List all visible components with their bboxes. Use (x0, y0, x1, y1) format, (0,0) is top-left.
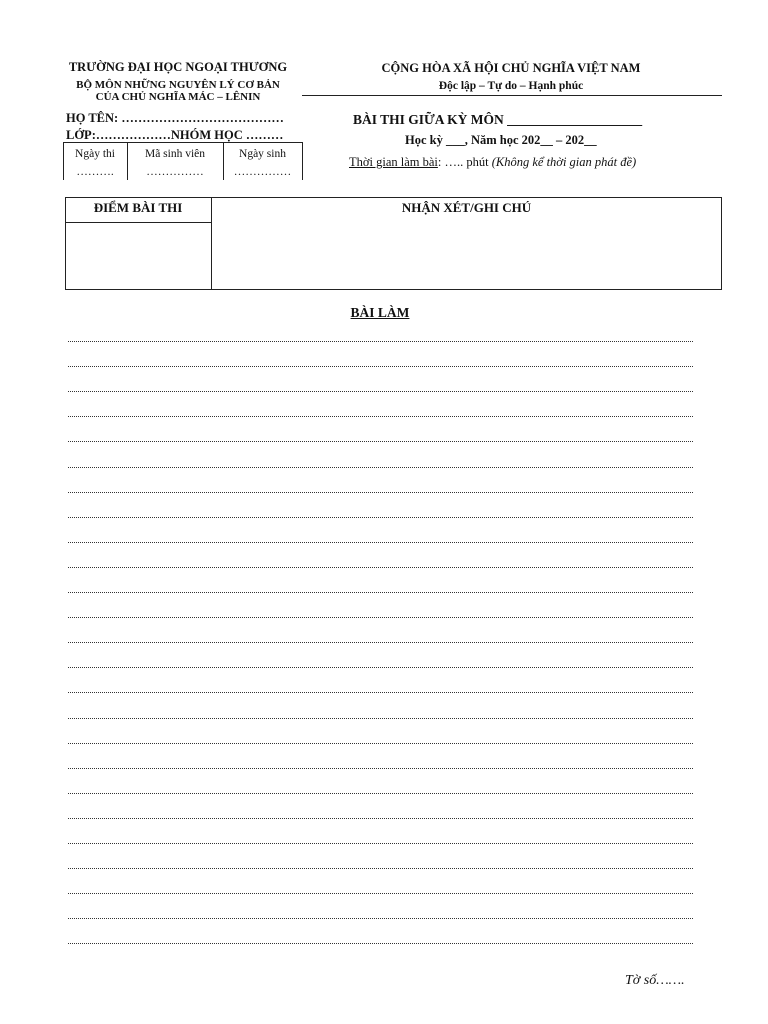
answer-line[interactable] (68, 667, 693, 668)
answer-line[interactable] (68, 391, 693, 392)
exam-title[interactable]: BÀI THI GIỮA KỲ MÔN ____________________ (353, 112, 643, 127)
university-name: TRƯỜNG ĐẠI HỌC NGOẠI THƯƠNG (68, 60, 288, 74)
time-value: : ….. phút (437, 155, 492, 169)
class-group-field[interactable]: LỚP:………………NHÓM HỌC ……… (66, 128, 284, 142)
answer-line[interactable] (68, 592, 693, 593)
answer-line[interactable] (68, 918, 693, 919)
answer-line[interactable] (68, 366, 693, 367)
answer-line[interactable] (68, 341, 693, 342)
department-line-1: BỘ MÔN NHỮNG NGUYÊN LÝ CƠ BẢN (76, 79, 280, 91)
exam-time-line[interactable] (349, 155, 636, 170)
time-label: Thời gian làm bài (349, 155, 438, 169)
col-exam-date: Ngày thi (75, 148, 115, 160)
comment-input-area[interactable] (212, 218, 721, 289)
semester-line[interactable]: Học kỳ ___, Năm học 202__ – 202__ (405, 133, 597, 147)
answer-line[interactable] (68, 818, 693, 819)
answer-title: BÀI LÀM (350, 305, 410, 320)
answer-line[interactable] (68, 793, 693, 794)
department-line-2: CỦA CHỦ NGHĨA MÁC – LÊNIN (95, 91, 261, 103)
answer-line[interactable] (68, 743, 693, 744)
answer-line[interactable] (68, 893, 693, 894)
comment-label: NHẬN XÉT/GHI CHÚ (401, 200, 532, 215)
answer-line[interactable] (68, 467, 693, 468)
score-input-area[interactable] (66, 223, 210, 289)
answer-line[interactable] (68, 441, 693, 442)
answer-line[interactable] (68, 843, 693, 844)
answer-line[interactable] (68, 492, 693, 493)
name-field[interactable]: HỌ TÊN: ………………………………… (66, 111, 284, 125)
motto-rule (302, 95, 722, 96)
score-label: ĐIỂM BÀI THI (93, 200, 183, 215)
answer-line[interactable] (68, 868, 693, 869)
time-note: (Không kể thời gian phát đề) (491, 155, 637, 169)
national-motto: Độc lập – Tự do – Hạnh phúc (438, 80, 584, 92)
answer-line[interactable] (68, 567, 693, 568)
answer-line[interactable] (68, 416, 693, 417)
exam-date-value[interactable]: ………. (76, 166, 114, 178)
answer-line[interactable] (68, 517, 693, 518)
birth-date-value[interactable]: …………… (233, 166, 292, 178)
answer-line[interactable] (68, 642, 693, 643)
answer-line[interactable] (68, 943, 693, 944)
col-birth-date: Ngày sinh (239, 148, 286, 160)
country-name: CỘNG HÒA XÃ HỘI CHỦ NGHĨA VIỆT NAM (381, 61, 641, 75)
answer-line[interactable] (68, 692, 693, 693)
sheet-number: Tờ số……. (625, 973, 685, 988)
answer-line[interactable] (68, 768, 693, 769)
student-id-value[interactable]: …………… (146, 166, 204, 178)
answer-line[interactable] (68, 617, 693, 618)
answer-line[interactable] (68, 718, 693, 719)
col-student-id: Mã sinh viên (144, 148, 206, 160)
answer-line[interactable] (68, 542, 693, 543)
